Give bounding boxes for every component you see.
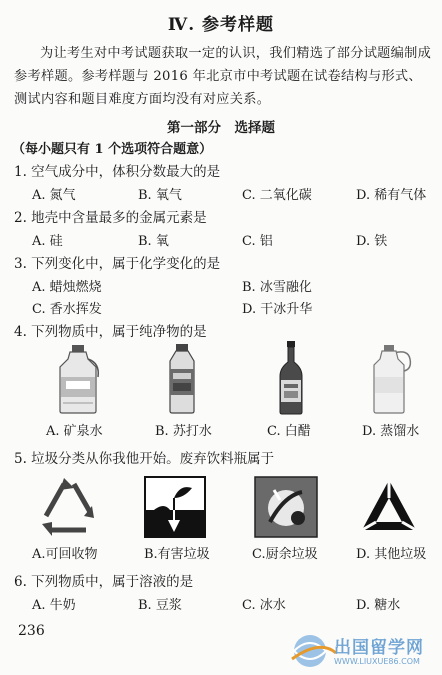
q6-option-b: B. 豆浆 — [138, 598, 182, 613]
other-waste-symbol-icon — [358, 476, 420, 538]
q3-option-a: A. 蜡烛燃烧 — [32, 280, 102, 295]
q2-option-a: A. 硅 — [32, 234, 63, 249]
question-6-stem: 6. 下列物质中，属于溶液的是 — [14, 574, 194, 590]
q5-option-c: C.厨余垃圾 — [252, 547, 318, 562]
watermark-text: 出国留学网 — [334, 638, 424, 658]
q3-option-b: B. 冰雪融化 — [242, 280, 312, 295]
intro-paragraph: 为让考生对中考试题获取一定的认识，我们精选了部分试题编制成参考样题。参考样题与 2016 年北京市中考试题在试卷结构与形式、测试内容和题目难度方面均没有对应关系。 — [14, 46, 432, 107]
question-2-stem: 2. 地壳中含量最多的金属元素是 — [14, 210, 207, 226]
q1-option-b: B. 氧气 — [138, 188, 182, 203]
food-waste-symbol-icon — [254, 476, 318, 538]
watermark-logo — [290, 631, 440, 673]
q1-option-d: D. 稀有气体 — [356, 188, 427, 203]
q6-option-c: C. 冰水 — [242, 598, 286, 613]
watermark-url: WWW.LIUXUE86.COM — [334, 657, 420, 666]
q5-option-d: D. 其他垃圾 — [356, 547, 427, 562]
mineral-water-bottle-image — [48, 343, 108, 415]
q4-option-b: B. 苏打水 — [155, 424, 212, 439]
q4-option-d: D. 蒸馏水 — [362, 424, 420, 439]
page-number: 236 — [18, 623, 45, 639]
q5-option-b: B.有害垃圾 — [144, 547, 210, 562]
q6-option-d: D. 糖水 — [356, 598, 401, 613]
distilled-water-bottle-image — [368, 343, 414, 415]
q4-option-c: C. 白醋 — [267, 424, 311, 439]
q1-option-c: C. 二氧化碳 — [242, 188, 312, 203]
q6-option-a: A. 牛奶 — [32, 598, 76, 613]
q1-option-a: A. 氮气 — [32, 188, 76, 203]
q2-option-c: C. 铝 — [242, 234, 273, 249]
q2-option-b: B. 氧 — [138, 234, 169, 249]
recyclable-symbol-icon — [34, 474, 104, 540]
question-4-stem: 4. 下列物质中，属于纯净物的是 — [14, 324, 207, 340]
white-vinegar-bottle-image — [276, 340, 306, 416]
question-3-stem: 3. 下列变化中，属于化学变化的是 — [14, 256, 221, 272]
page-title: Ⅳ. 参考样题 — [167, 15, 275, 35]
q3-option-d: D. 干冰升华 — [242, 302, 313, 317]
section-title: 第一部分 选择题 — [167, 120, 275, 136]
q5-option-a: A.可回收物 — [32, 547, 98, 562]
question-1-stem: 1. 空气成分中，体积分数最大的是 — [14, 164, 221, 180]
hazardous-waste-symbol-icon — [144, 476, 206, 538]
q3-option-c: C. 香水挥发 — [32, 302, 102, 317]
q2-option-d: D. 铁 — [356, 234, 388, 249]
soda-water-bottle-image — [162, 343, 202, 415]
instruction-note: （每小题只有 1 个选项符合题意） — [12, 142, 213, 157]
q4-option-a: A. 矿泉水 — [46, 424, 103, 439]
question-5-stem: 5. 垃圾分类从你我他开始。废弃饮料瓶属于 — [14, 451, 275, 467]
